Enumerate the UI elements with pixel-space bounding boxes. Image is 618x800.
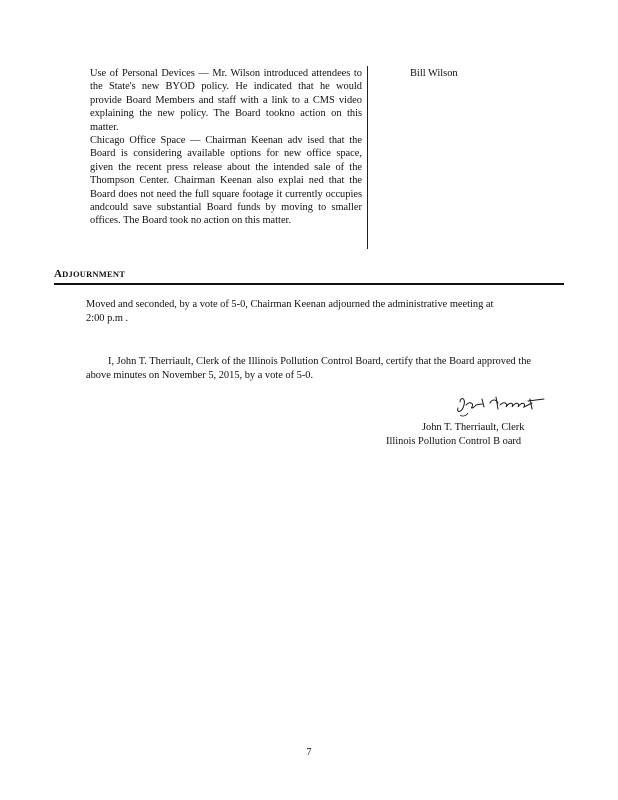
section-rule [54,283,564,285]
heading-initial: A [54,268,63,280]
byod-item: Use of Personal Devices — Mr. Wilson introduced attendees to the State's new BYOD policy. He indicated that he would provide Board Members and staff with a link to a CMS video explaining the new policy. The Board tookno action on this matter. [90,68,362,133]
adjournment-heading [54,268,125,280]
page-number: 7 [306,747,312,758]
heading-rest: DJOURNMENT [62,269,126,279]
signer-organization: Illinois Pollution Control B oard [386,436,522,447]
minutes-left-column [90,67,362,228]
clerk-signature [452,393,548,419]
adjournment-paragraph: Moved and seconded, by a vote of 5-0, Chairman Keenan adjourned the administrative meeting at 2:00 p.m . [86,299,494,324]
signer-name: John T. Therriault, Clerk [422,422,525,433]
column-divider [367,66,368,249]
presenter-name: Bill Wilson [410,68,458,79]
office-space-item: Chicago Office Space — Chairman Keenan adv ised that the Board is considering available options for new office space, given the recent press release about the intended sale of the Thompson Center. Chairman Keenan also explai ned that the Board does not need the full square footage it currently occupies andcould save substantial Board funds by moving to smaller offices. The Board took no action on this matter. [90,135,362,227]
certification-paragraph: I, John T. Therriault, Clerk of the Illinois Pollution Control Board, certify that the Board approved the above minutes on November 5, 2015, by a vote of 5-0. [86,356,532,381]
